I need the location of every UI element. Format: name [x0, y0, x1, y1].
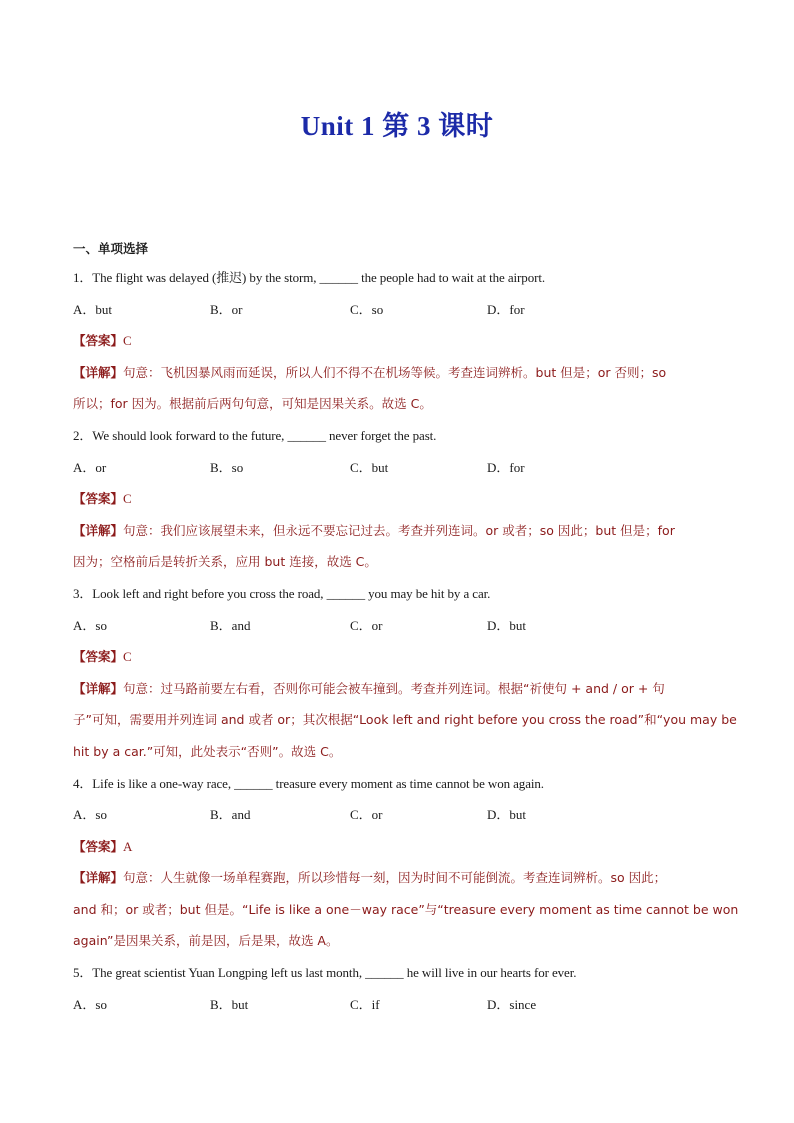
detail-line — [73, 704, 737, 736]
detail-text: and 和；or 或者；but 但是。“Life is like a one－way race”与“treasure every moment as time cannot be won — [73, 901, 739, 917]
detail-tag: 【详解】 — [73, 522, 124, 538]
question-stem: 5．The great scientist Yuan Longping left us last month, ______ he will live in our hearts for ever. — [73, 965, 577, 981]
option: C．or — [350, 807, 383, 823]
answer-value: C — [123, 649, 132, 665]
option: C．or — [350, 617, 383, 633]
option-row — [73, 294, 733, 326]
answer-line — [73, 641, 733, 673]
section-heading: 一、单项选择 — [73, 241, 149, 256]
option: A．so — [73, 807, 107, 823]
question-stem: 1．The flight was delayed (推迟) by the storm, ______ the people had to wait at the airport. — [73, 270, 545, 285]
option: B．and — [210, 617, 251, 633]
option-row — [73, 799, 733, 831]
detail-text: 所以；for 因为。根据前后两句句意，可知是因果关系。故选 C。 — [73, 396, 432, 412]
detail-text: hit by a car.”可知，此处表示“否则”。故选 C。 — [73, 743, 342, 759]
answer-value: C — [123, 491, 132, 507]
option: D．since — [487, 996, 537, 1012]
option: A．so — [73, 996, 107, 1012]
answer-line — [73, 483, 733, 515]
option: D．for — [487, 301, 525, 317]
option-row — [73, 610, 733, 642]
question-stem: 2．We should look forward to the future, ______ never forget the past. — [73, 427, 437, 443]
question-list — [73, 262, 739, 1020]
option-row — [73, 452, 733, 484]
answer-value: A — [123, 838, 133, 854]
detail-text: 因为；空格前后是转折关系，应用 but 连接，故选 C。 — [73, 554, 377, 570]
detail-line — [73, 925, 733, 957]
answer-line — [73, 325, 733, 357]
option: A．but — [73, 301, 113, 317]
answer-line — [73, 831, 733, 863]
answer-tag: 【答案】 — [73, 333, 124, 349]
option: B．or — [210, 301, 243, 317]
option: D．for — [487, 459, 525, 475]
detail-line — [73, 357, 733, 389]
option: B．but — [210, 996, 249, 1012]
detail-line — [73, 894, 739, 926]
option: A．so — [73, 617, 107, 633]
detail-line — [73, 673, 733, 705]
detail-tag: 【详解】 — [73, 680, 124, 696]
detail-text: again”是因果关系，前是因，后是果，故选 A。 — [73, 933, 339, 949]
option: B．so — [210, 459, 244, 475]
detail-text: 子”可知，需要用并列连词 and 或者 or；其次根据“Look left and right before you cross the road”和“you may be — [73, 712, 737, 728]
option: C．so — [350, 301, 384, 317]
answer-tag: 【答案】 — [73, 838, 124, 854]
detail-text: 句意：人生就像一场单程赛跑，所以珍惜每一刻，因为时间不可能倒流。考查连词辨析。so 因此； — [123, 870, 667, 886]
page-title: Unit 1 第 3 课时 — [300, 111, 494, 141]
option-row — [73, 989, 733, 1021]
answer-tag: 【答案】 — [73, 649, 124, 665]
detail-text: 句意：过马路前要左右看，否则你可能会被车撞到。考查并列连词。根据“祈使句 + and / or + 句 — [123, 680, 665, 696]
detail-line — [73, 515, 733, 547]
option: A．or — [73, 459, 107, 475]
detail-tag: 【详解】 — [73, 870, 124, 886]
detail-text: 句意：飞机因暴风雨而延误，所以人们不得不在机场等候。考查连词辨析。but 但是；or 否则；so — [123, 364, 667, 380]
question-stem: 3．Look left and right before you cross the road, ______ you may be hit by a car. — [73, 585, 491, 601]
detail-tag: 【详解】 — [73, 364, 124, 380]
question-stem: 4．Life is like a one-way race, ______ treasure every moment as time cannot be won again. — [73, 775, 544, 791]
answer-value: C — [123, 333, 132, 349]
option: D．but — [487, 807, 527, 823]
option: C．if — [350, 996, 380, 1012]
option: C．but — [350, 459, 389, 475]
detail-line — [73, 736, 733, 768]
detail-text: 句意：我们应该展望未来，但永远不要忘记过去。考查并列连词。or 或者；so 因此；but 但是；for — [123, 522, 675, 538]
option: D．but — [487, 617, 527, 633]
option: B．and — [210, 807, 251, 823]
detail-line — [73, 388, 733, 420]
detail-line — [73, 546, 733, 578]
answer-tag: 【答案】 — [73, 491, 124, 507]
detail-line — [73, 862, 733, 894]
